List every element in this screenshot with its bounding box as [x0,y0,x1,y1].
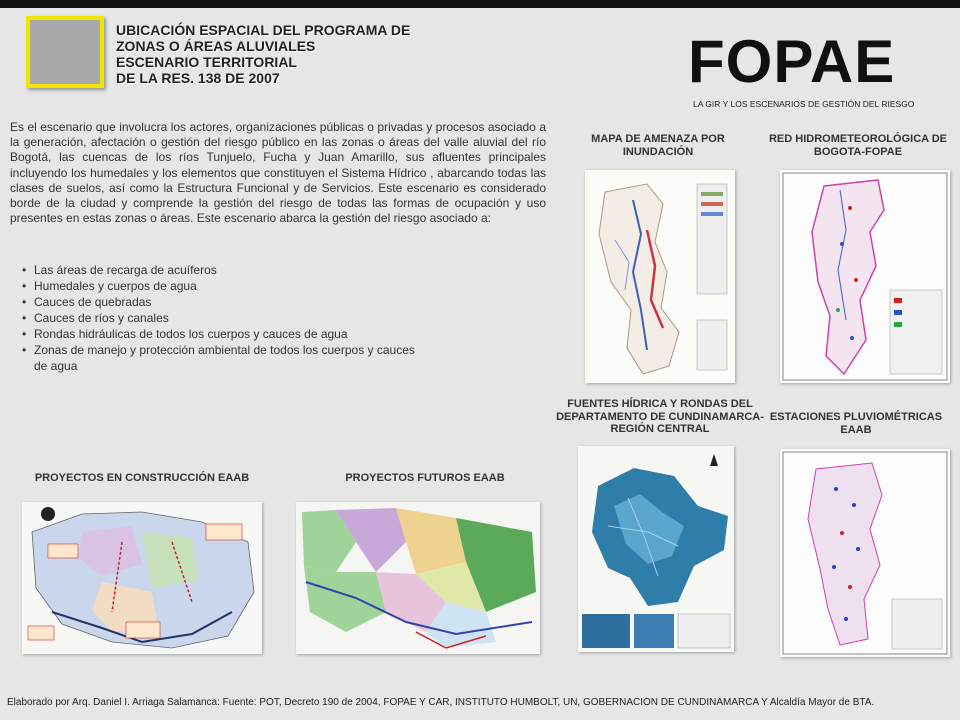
map-amenaza-inundacion [585,170,735,383]
footer-credits: Elaborado por Arq. Daniel I. Arriaga Salamanca: Fuente: POT, Decreto 190 de 2004, FOPAE Y CAR, INSTITUTO HUMBOLT, UN, GOBERNACIÓN DE CUNDINAMARCA Y Alcaldía Mayor de BTA. [7,697,875,708]
map-proyectos-construccion [22,502,262,654]
title-line-4: DE LA RES. 138 DE 2007 [116,70,280,86]
decorative-square [26,16,104,88]
map-estaciones-pluviometricas [780,449,950,657]
caption-construccion: PROYECTOS EN CONSTRUCCIÓN EAAB [34,472,250,484]
map-red-hidrometeorologica [780,170,950,383]
caption-estaciones: ESTACIONES PLUVIOMÉTRICAS EAAB [769,411,943,436]
caption-red: RED HIDROMETEOROLÓGICA DE BOGOTA-FOPAE [768,133,948,158]
list-item: • Cauces de ríos y canales [22,310,422,326]
list-item: • Cauces de quebradas [22,294,422,310]
title-line-2: ZONAS O ÁREAS ALUVIALES [116,38,316,54]
list-item: • Rondas hidráulicas de todos los cuerpos y cauces de agua [22,326,422,342]
description-paragraph: Es el escenario que involucra los actores, organizaciones públicas o privadas y procesos asociado a la generación, afectación o gestión del riesgo público en las zonas o áreas del valle aluvial del río Bogotá, las cuencas de los ríos Tunjuelo, Fucha y Juan Amarillo, sus afluentes principales incluyendo los humedales y los elementos que constituyen el Sistema Hídrico , abarcando todas las clases de suelos, así como la Estructura Funcional y de Servicios. Este escenario es considerado borde de la ciudad y comprende la gestión del riesgo de todas las formas de ocupación y uso presentes en estas zonas o áreas. Este escenario abarca la gestión del riesgo asociado a: [10,120,546,226]
title-line-3: ESCENARIO TERRITORIAL [116,54,297,70]
bullet-list [22,262,422,374]
list-item: • Las áreas de recarga de acuíferos [22,262,422,278]
logo-subtitle: LA GIR Y LOS ESCENARIOS DE GESTIÓN DEL RIESGO [693,99,915,109]
caption-futuros: PROYECTOS FUTUROS EAAB [345,472,505,484]
caption-amenaza: MAPA DE AMENAZA POR INUNDACIÓN [591,133,725,158]
caption-fuentes: FUENTES HÍDRICA Y RONDAS DEL DEPARTAMENTO DE CUNDINAMARCA-REGIÓN CENTRAL [556,398,764,435]
map-proyectos-futuros [296,502,540,654]
list-item: • Humedales y cuerpos de agua [22,278,422,294]
page-title [116,22,496,86]
fopae-logo: FOPAE [688,28,896,95]
list-item: • Zonas de manejo y protección ambiental de todos los cuerpos y cauces de agua [22,342,422,374]
title-line-1: UBICACIÓN ESPACIAL DEL PROGRAMA DE [116,22,411,38]
top-bar [0,0,960,8]
map-fuentes-hidricas [578,446,734,652]
